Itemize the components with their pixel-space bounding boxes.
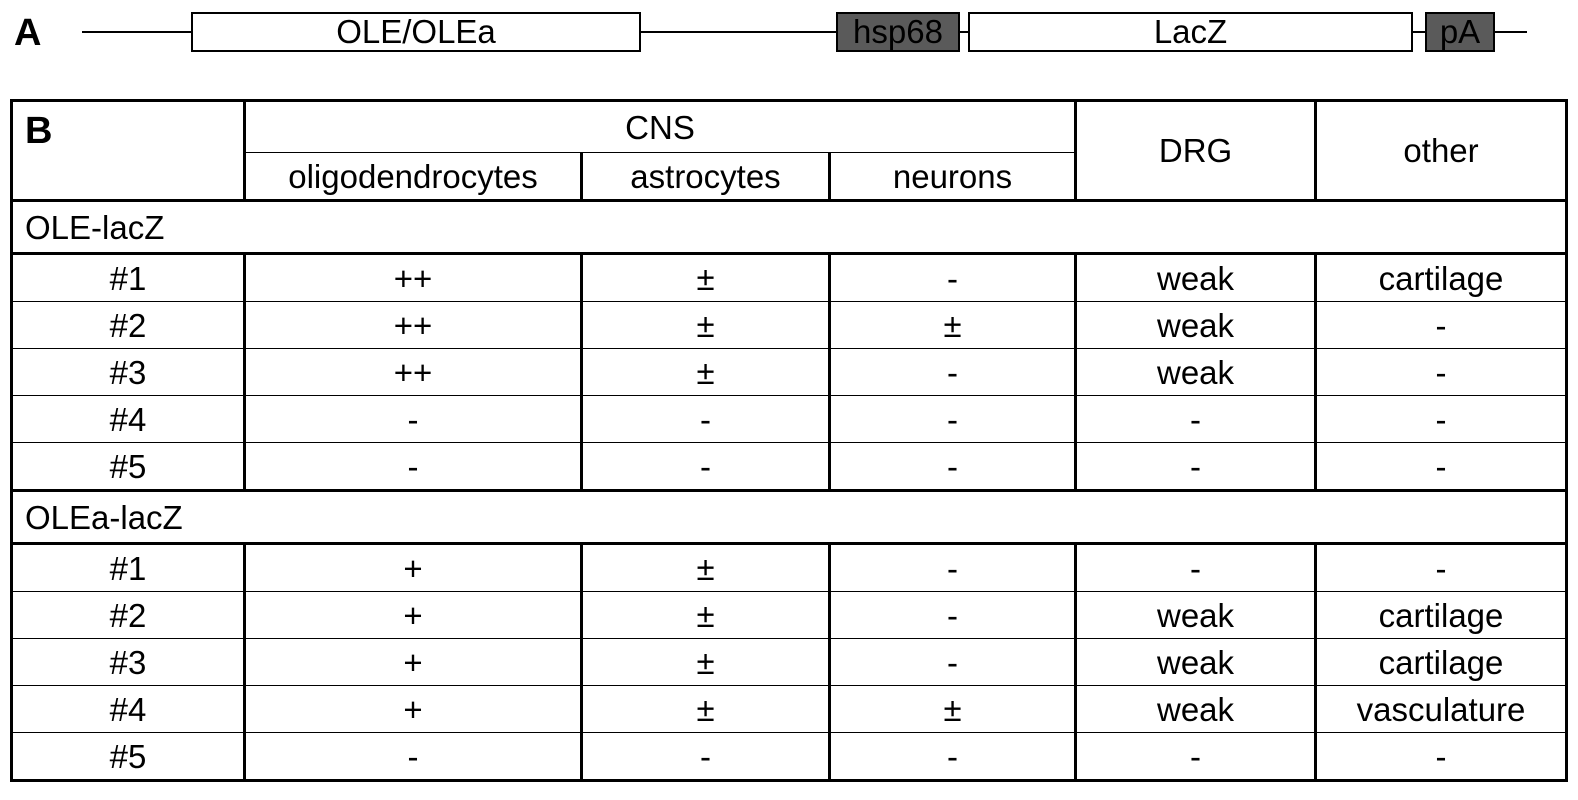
oligodendrocytes-cell: -	[245, 443, 582, 491]
oligodendrocytes-header: oligodendrocytes	[245, 153, 582, 201]
other-cell: cartilage	[1316, 254, 1567, 302]
table-row	[12, 686, 1567, 733]
oligodendrocytes-cell: +	[245, 639, 582, 686]
drg-cell: weak	[1076, 254, 1316, 302]
drg-cell: -	[1076, 443, 1316, 491]
neurons-cell: ±	[830, 302, 1076, 349]
neurons-cell: -	[830, 443, 1076, 491]
neurons-cell: -	[830, 592, 1076, 639]
line-cell: #4	[12, 396, 245, 443]
other-cell: -	[1316, 349, 1567, 396]
group-name: OLE-lacZ	[12, 201, 1567, 254]
drg-cell: weak	[1076, 349, 1316, 396]
construct-line-link2	[1413, 31, 1425, 33]
oligodendrocytes-cell: -	[245, 396, 582, 443]
construct-line-link1	[960, 31, 968, 33]
line-cell: #5	[12, 733, 245, 781]
table-row	[12, 733, 1567, 781]
oligodendrocytes-cell: -	[245, 733, 582, 781]
construct-line-mid	[641, 31, 836, 33]
neurons-cell: -	[830, 639, 1076, 686]
ole-element-box: OLE/OLEa	[191, 12, 641, 52]
line-cell: #3	[12, 639, 245, 686]
drg-cell: -	[1076, 544, 1316, 592]
panel-a-label: A	[14, 12, 42, 54]
group-header-row	[12, 491, 1567, 544]
group-header-row	[12, 201, 1567, 254]
table-row	[12, 349, 1567, 396]
oligodendrocytes-cell: ++	[245, 349, 582, 396]
astrocytes-cell: ±	[582, 254, 830, 302]
construct-diagram	[0, 0, 1578, 90]
other-cell: -	[1316, 302, 1567, 349]
line-cell: #1	[12, 254, 245, 302]
astrocytes-cell: ±	[582, 686, 830, 733]
table-row	[12, 396, 1567, 443]
astrocytes-cell: ±	[582, 349, 830, 396]
drg-header: DRG	[1076, 101, 1316, 201]
neurons-cell: -	[830, 349, 1076, 396]
panel-b-label: B	[25, 110, 53, 152]
astrocytes-cell: ±	[582, 592, 830, 639]
lacz-element-box: LacZ	[968, 12, 1413, 52]
other-cell: -	[1316, 396, 1567, 443]
neurons-header: neurons	[830, 153, 1076, 201]
drg-cell: weak	[1076, 302, 1316, 349]
drg-cell: -	[1076, 733, 1316, 781]
oligodendrocytes-cell: +	[245, 686, 582, 733]
other-cell: -	[1316, 733, 1567, 781]
panel-b-label-cell	[12, 101, 245, 201]
pa-element-box: pA	[1425, 12, 1495, 52]
cns-header: CNS	[245, 101, 1076, 153]
neurons-cell: -	[830, 544, 1076, 592]
oligodendrocytes-cell: +	[245, 544, 582, 592]
drg-cell: weak	[1076, 592, 1316, 639]
neurons-cell: -	[830, 733, 1076, 781]
oligodendrocytes-cell: +	[245, 592, 582, 639]
neurons-cell: -	[830, 254, 1076, 302]
table-row	[12, 302, 1567, 349]
astrocytes-header: astrocytes	[582, 153, 830, 201]
construct-line-left	[82, 31, 192, 33]
oligodendrocytes-cell: ++	[245, 254, 582, 302]
table-row	[12, 254, 1567, 302]
other-cell: vasculature	[1316, 686, 1567, 733]
other-cell: -	[1316, 544, 1567, 592]
other-cell: cartilage	[1316, 639, 1567, 686]
astrocytes-cell: -	[582, 733, 830, 781]
drg-cell: weak	[1076, 639, 1316, 686]
hsp68-element-box: hsp68	[836, 12, 960, 52]
astrocytes-cell: ±	[582, 639, 830, 686]
table-row	[12, 639, 1567, 686]
table-header-row	[12, 101, 1567, 153]
other-header: other	[1316, 101, 1567, 201]
line-cell: #2	[12, 302, 245, 349]
oligodendrocytes-cell: ++	[245, 302, 582, 349]
neurons-cell: ±	[830, 686, 1076, 733]
astrocytes-cell: -	[582, 443, 830, 491]
table-row	[12, 544, 1567, 592]
astrocytes-cell: ±	[582, 302, 830, 349]
table-row	[12, 443, 1567, 491]
neurons-cell: -	[830, 396, 1076, 443]
drg-cell: -	[1076, 396, 1316, 443]
table-row	[12, 592, 1567, 639]
line-cell: #2	[12, 592, 245, 639]
line-cell: #3	[12, 349, 245, 396]
astrocytes-cell: -	[582, 396, 830, 443]
group-name: OLEa-lacZ	[12, 491, 1567, 544]
other-cell: -	[1316, 443, 1567, 491]
expression-table	[10, 99, 1568, 782]
line-cell: #4	[12, 686, 245, 733]
drg-cell: weak	[1076, 686, 1316, 733]
other-cell: cartilage	[1316, 592, 1567, 639]
astrocytes-cell: ±	[582, 544, 830, 592]
line-cell: #5	[12, 443, 245, 491]
line-cell: #1	[12, 544, 245, 592]
construct-line-right	[1495, 31, 1527, 33]
